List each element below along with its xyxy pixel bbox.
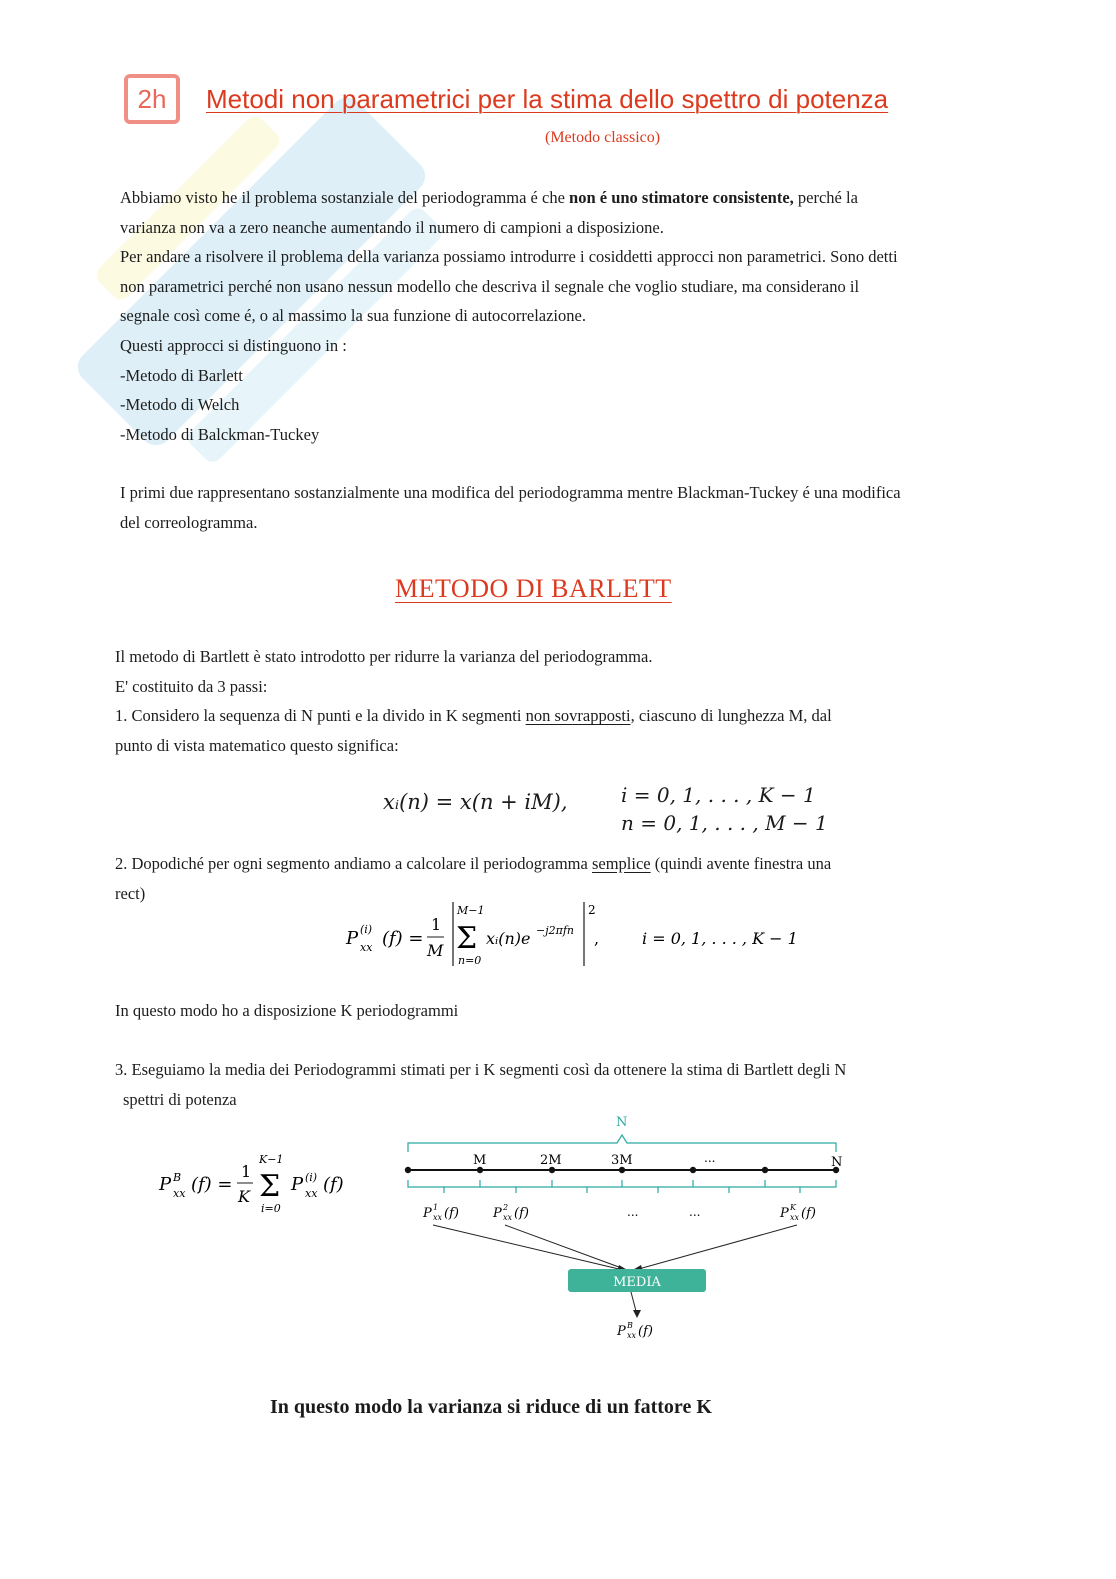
- svg-text:...: ...: [627, 1205, 639, 1219]
- svg-text:(i): (i): [360, 923, 373, 936]
- svg-text:(f) =: (f) =: [191, 1174, 233, 1195]
- segmentation-diagram: [395, 1110, 855, 1350]
- tick-label: ...: [704, 1151, 716, 1165]
- segment-equation: xᵢ(n) = x(n + iM),: [383, 790, 568, 814]
- svg-text:−j2πfn: −j2πfn: [536, 924, 575, 937]
- svg-text:(f): (f): [323, 1174, 344, 1195]
- list-item: -Metodo di Balckman-Tuckey: [120, 424, 320, 444]
- intro-paragraph: Abbiamo visto he il problema sostanziale del periodogramma é che non é uno stimatore consistente, perché la varianza non va a zero neanche aumentando il numero di campioni a disposizione. Per andare a risolvere il problema della varianza possiamo introdurre i cosiddetti approcci non parametrici. Sono detti non parametrici perché non usano nessun modello che descriva il segnale che voglio studiare, ma considerano il segnale così come é, o al massimo la sua funzione di autocorrelazione. Questi approcci si distinguono in : -Metodo di Barlett -Metodo di Welch -Metodo di Balckman-Tuckey: [120, 188, 898, 444]
- sum-symbol: Σ: [259, 1169, 281, 1204]
- svg-text:xx: xx: [790, 1213, 800, 1222]
- svg-text:1: 1: [241, 1162, 252, 1181]
- svg-text:(i): (i): [305, 1171, 318, 1184]
- svg-text:2: 2: [503, 1203, 509, 1212]
- svg-text:P: P: [346, 928, 359, 949]
- output-label: P: [617, 1324, 626, 1339]
- section-title: METODO DI BARLETT: [395, 574, 672, 603]
- tick-label: N: [831, 1155, 843, 1170]
- svg-text:K: K: [790, 1203, 796, 1212]
- svg-text:M−1: M−1: [457, 904, 485, 917]
- periodograms-note: In questo modo ho a disposizione K periodogrammi: [115, 1001, 459, 1020]
- step3-paragraph: 3. Eseguiamo la media dei Periodogrammi stimati per i K segmenti così da ottenere la stima di Bartlett degli N spettri di potenza: [115, 1060, 847, 1109]
- svg-text:xx: xx: [503, 1213, 513, 1222]
- svg-text:(f): (f): [801, 1206, 816, 1221]
- step2-paragraph: 2. Dopodiché per ogni segmento andiamo a calcolare il periodogramma semplice (quindi avente finestra una rect): [115, 854, 832, 903]
- svg-text:P: P: [159, 1174, 172, 1195]
- svg-text:(f): (f): [638, 1324, 653, 1339]
- periodogram-equation: [340, 896, 800, 976]
- summary-paragraph: I primi due rappresentano sostanzialmente una modifica del periodogramma mentre Blackman-Tuckey é una modifica del correologramma.: [120, 483, 901, 532]
- periodogram-label: P: [780, 1206, 789, 1221]
- svg-text:xᵢ(n)e: xᵢ(n)e: [486, 929, 531, 948]
- segment-braces: [408, 1180, 836, 1193]
- svg-text:xx: xx: [305, 1187, 318, 1200]
- svg-text:i=0: i=0: [261, 1202, 281, 1215]
- list-item: -Metodo di Barlett: [120, 365, 243, 385]
- svg-text:P: P: [291, 1174, 304, 1195]
- svg-text:i = 0, 1, . . . , K − 1: i = 0, 1, . . . , K − 1: [642, 929, 798, 948]
- tick-label: 2M: [540, 1153, 562, 1168]
- svg-text:1: 1: [433, 1203, 439, 1212]
- periodogram-label: P: [423, 1206, 432, 1221]
- svg-text:2: 2: [588, 903, 596, 917]
- svg-text:,: ,: [594, 929, 600, 948]
- svg-text:(f): (f): [444, 1206, 459, 1221]
- list-item: -Metodo di Welch: [120, 395, 240, 415]
- tick-label: M: [473, 1153, 487, 1168]
- svg-text:(f) =: (f) =: [382, 928, 424, 949]
- page-title: Metodi non parametrici per la stima dello spettro di potenza: [206, 84, 889, 114]
- svg-text:xx: xx: [627, 1331, 637, 1340]
- conclusion: In questo modo la varianza si riduce di un fattore K: [270, 1396, 712, 1418]
- brace-label: N: [616, 1115, 628, 1130]
- page-subtitle: (Metodo classico): [545, 129, 661, 146]
- svg-text:...: ...: [689, 1205, 701, 1219]
- svg-text:K−1: K−1: [259, 1153, 284, 1166]
- bartlett-formula: [155, 1150, 365, 1220]
- segment-equation-ranges: i = 0, 1, . . . , K − 1 n = 0, 1, . . . , M − 1: [621, 783, 828, 835]
- bartlett-intro: Il metodo di Bartlett è stato introdotto per ridurre la varianza del periodogramma. E' costituito da 3 passi: 1. Considero la sequenza di N punti e la divido in K segmenti non sovrapposti, ciascuno di lunghezza M, dal punto di vista matematico questo significa:: [115, 647, 832, 755]
- tick-label: 3M: [611, 1153, 633, 1168]
- section-badge: 2h: [124, 74, 180, 124]
- svg-text:xx: xx: [433, 1213, 443, 1222]
- svg-text:xx: xx: [360, 941, 373, 954]
- svg-text:B: B: [627, 1321, 633, 1330]
- periodogram-label: P: [493, 1206, 502, 1221]
- top-brace: [408, 1135, 836, 1152]
- media-label: MEDIA: [613, 1275, 661, 1290]
- svg-text:n=0: n=0: [458, 954, 482, 967]
- svg-text:1: 1: [431, 915, 442, 934]
- svg-text:M: M: [427, 941, 444, 960]
- svg-text:B: B: [173, 1171, 182, 1184]
- svg-text:(f): (f): [514, 1206, 529, 1221]
- svg-text:K: K: [238, 1187, 250, 1206]
- sum-symbol: Σ: [456, 921, 478, 956]
- svg-text:xx: xx: [173, 1187, 186, 1200]
